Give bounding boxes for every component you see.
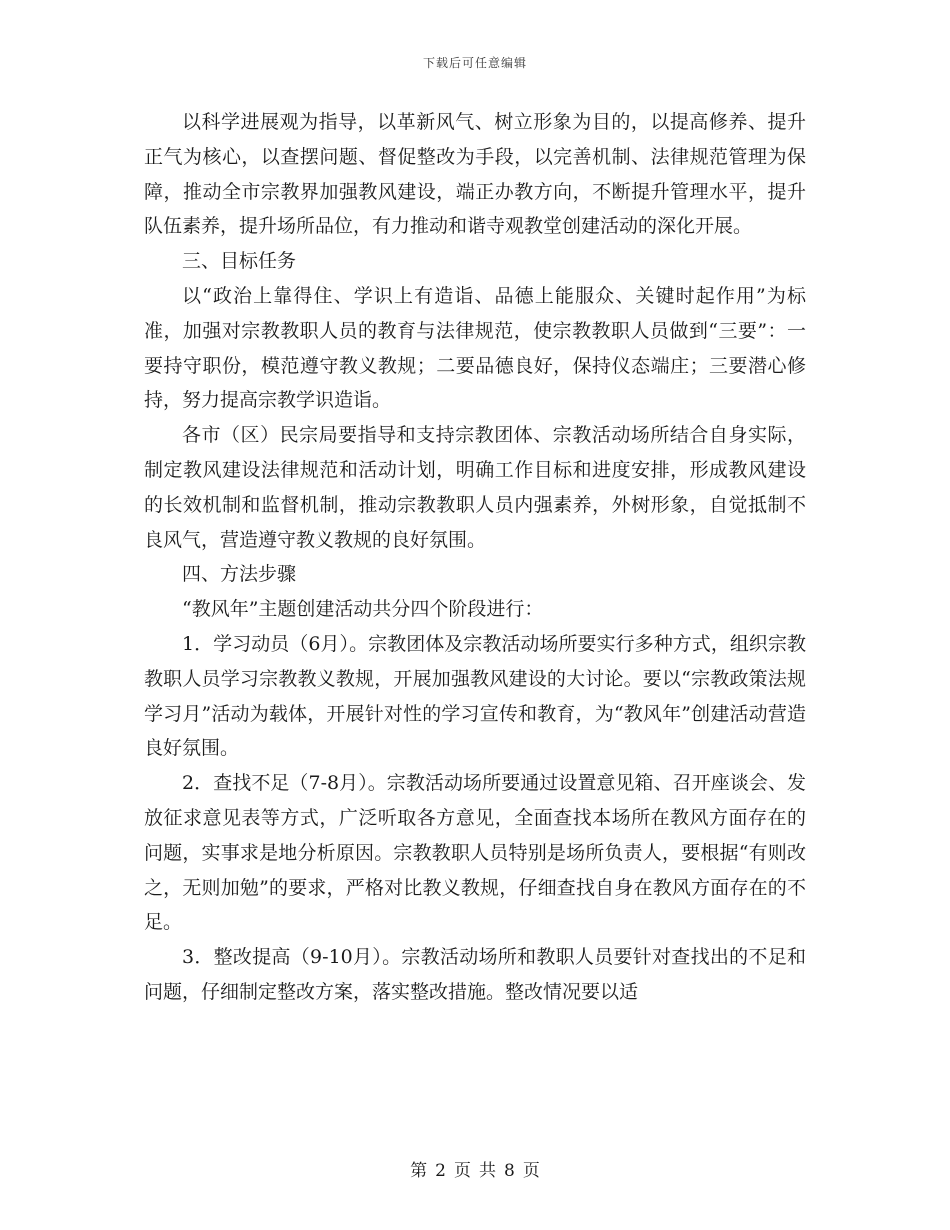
footer-total-prefix: 共 [479,1161,496,1181]
section-heading-methods: 四、方法步骤 [182,563,297,586]
paragraph-stages-intro: “教风年”主题创建活动共分四个阶段进行： [182,598,544,621]
page-header: 下载后可任意编辑 [422,56,527,70]
section-heading-goals: 三、目标任务 [182,250,297,273]
page-footer [0,1156,950,1181]
footer-page-unit: 页 [454,1161,471,1181]
footer-total-unit: 页 [522,1161,540,1181]
footer-prefix: 第 [410,1161,428,1181]
paragraph-stage-1: 1．学习动员（6月）。宗教团体及宗教活动场所要实行多种方式，组织宗教教职人员学习宗教教义教规，开展加强教风建设的大讨论。要以“宗教政策法规学习月”活动为载体，开展针对性的学习宣传和教育，为“教风年”创建活动营造良好氛围。 [144,632,806,760]
paragraph-local-guidance: 各市（区）民宗局要指导和支持宗教团体、宗教活动场所结合自身实际，制定教风建设法律规范和活动计划，明确工作目标和进度安排，形成教风建设的长效机制和监督机制，推动宗教教职人员内强素养，外树形象，自觉抵制不良风气，营造遵守教义教规的良好氛围。 [144,424,806,551]
footer-total-pages: 8 [504,1161,515,1181]
paragraph-standards: 以“政治上靠得住、学识上有造诣、品德上能服众、关键时起作用”为标准，加强对宗教教职人员的教育与法律规范，使宗教教职人员做到“三要”：一要持守职份，模范遵守教义教规；二要品德良好，保持仪态端庄；三要潜心修持，努力提高宗教学识造诣。 [144,284,806,412]
paragraph-guiding-principle: 以科学进展观为指导，以革新风气、树立形象为目的，以提高修养、提升正气为核心，以查摆问题、督促整改为手段，以完善机制、法律规范管理为保障，推动全市宗教界加强教风建设，端正办教方向，不断提升管理水平，提升队伍素养，提升场所品位，有力推动和谐寺观教堂创建活动的深化开展。 [144,111,806,238]
footer-current-page: 2 [435,1161,446,1181]
paragraph-stage-3: 3．整改提高（9-10月）。宗教活动场所和教职人员要针对查找出的不足和问题，仔细制定整改方案，落实整改措施。整改情况要以适 [144,946,806,1003]
paragraph-stage-2: 2．查找不足（7-8月）。宗教活动场所要通过设置意见箱、召开座谈会、发放征求意见表等方式，广泛听取各方意见，全面查找本场所在教风方面存在的问题，实事求是地分析原因。宗教教职人员特别是场所负责人，要根据“有则改之，无则加勉”的要求，严格对比教义教规，仔细查找自身在教风方面存在的不足。 [144,772,806,934]
document-body [144,105,806,1010]
